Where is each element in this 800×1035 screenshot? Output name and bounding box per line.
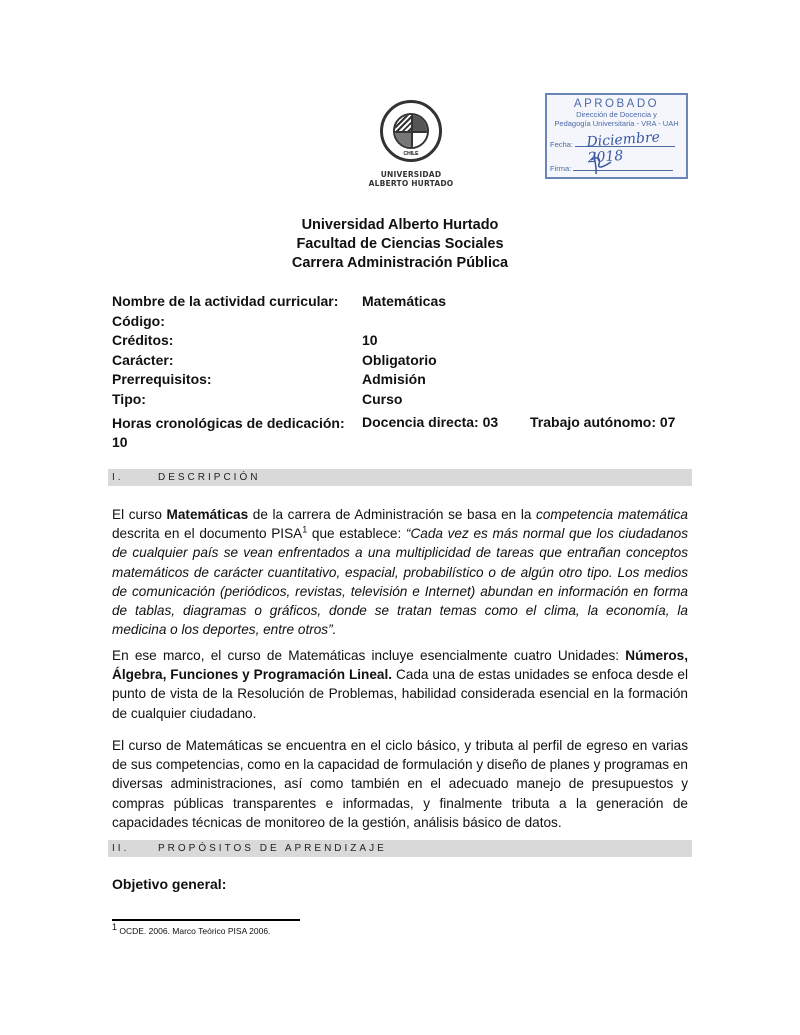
university-name: Universidad Alberto Hurtado	[301, 217, 499, 233]
seal-chile-text: CHILE	[403, 151, 419, 157]
footnote: $^1$ OCDE. 2006. Marco Teórico PISA 2006.	[112, 922, 271, 936]
description-paragraph-2: En ese marco, el curso de Matemáticas incluye esencialmente cuatro Unidades: Números, Álgebra, Funciones y Programación Lineal. Cada una de estas unidades se enfoca desde el punto de vista de la Resolución de Problemas, habilidad considerada esencial en la formación de cualquier ciudadano.	[112, 648, 689, 721]
info-row-prerrequisitos: Prerrequisitos: Admisión	[112, 371, 426, 387]
footnote-divider	[112, 919, 300, 921]
info-row-codigo: Código:	[112, 312, 165, 329]
university-seal-icon	[380, 100, 442, 162]
course-info-table	[112, 293, 692, 454]
stamp-line2: Pedagogía Universitaria - VRA - UAH	[554, 119, 679, 128]
info-row-creditos: Créditos: 10	[112, 332, 378, 348]
info-row-horas: Horas cronológicas de dedicación: 10 Docencia directa: 03 Trabajo autónomo: 07	[112, 414, 676, 450]
career-name: Carrera Administración Pública	[291, 255, 509, 271]
faculty-name: Facultad de Ciencias Sociales	[296, 236, 504, 252]
logo-wordmark: UNIVERSIDAD ALBERTO HURTADO	[368, 170, 454, 188]
section-header-propositos: II. PROPÓSITOS DE APRENDIZAJE	[108, 840, 692, 857]
approval-stamp	[545, 93, 688, 179]
stamp-line1: Dirección de Docencia y	[576, 110, 657, 119]
description-paragraph-1: El curso Matemáticas de la carrera de Administración se basa en la competencia matemática descrita en el documento PISA$^1$ que establece: “Cada vez es más normal que los ciudadanos de cualquier país se vean enfrentados a una multiplicidad de tareas que entrañan conceptos matemáticos de carácter cuantitativo, espacial, probabilístico o de algún otro tipo. Los medios de comunicación (periódicos, revistas, televisión e Internet) abundan en información en forma de tablas, diagramas o gráficos, donde se tratan temas como el clima, la economía, la medicina o los deportes, entre otros”.	[112, 507, 688, 638]
footnote-ref[interactable]: 1	[302, 524, 308, 535]
section-header-descripcion: I. DESCRIPCIÓN	[108, 469, 692, 486]
info-row-caracter: Carácter: Obligatorio	[112, 351, 437, 368]
stamp-firma-row: Firma:	[550, 164, 673, 173]
info-row-tipo: Tipo: Curso	[112, 390, 403, 407]
description-paragraph-3: El curso de Matemáticas se encuentra en el ciclo básico, y tributa al perfil de egreso en varias de sus competencias, como en la capacidad de formulación y diseño de planes y programas en diversas administraciones, así como también en el adecuado manejo de presupuestos y compras públicas transparentes e informadas, y finalmente tributa a la generación de capacidades técnicas de monitoreo de la gestión, análisis básico de datos.	[112, 738, 688, 830]
stamp-title: APROBADO	[573, 98, 660, 110]
stamp-fecha-handwritten: Diciembre 2018	[586, 129, 661, 167]
objetivo-general-label: Objetivo general:	[112, 876, 227, 892]
signature-icon	[587, 150, 613, 176]
document-heading	[0, 216, 800, 273]
university-logo	[366, 100, 456, 188]
info-row-nombre: Nombre de la actividad curricular: Matemáticas	[112, 293, 447, 309]
stamp-fecha-row: Fecha:	[550, 140, 675, 149]
